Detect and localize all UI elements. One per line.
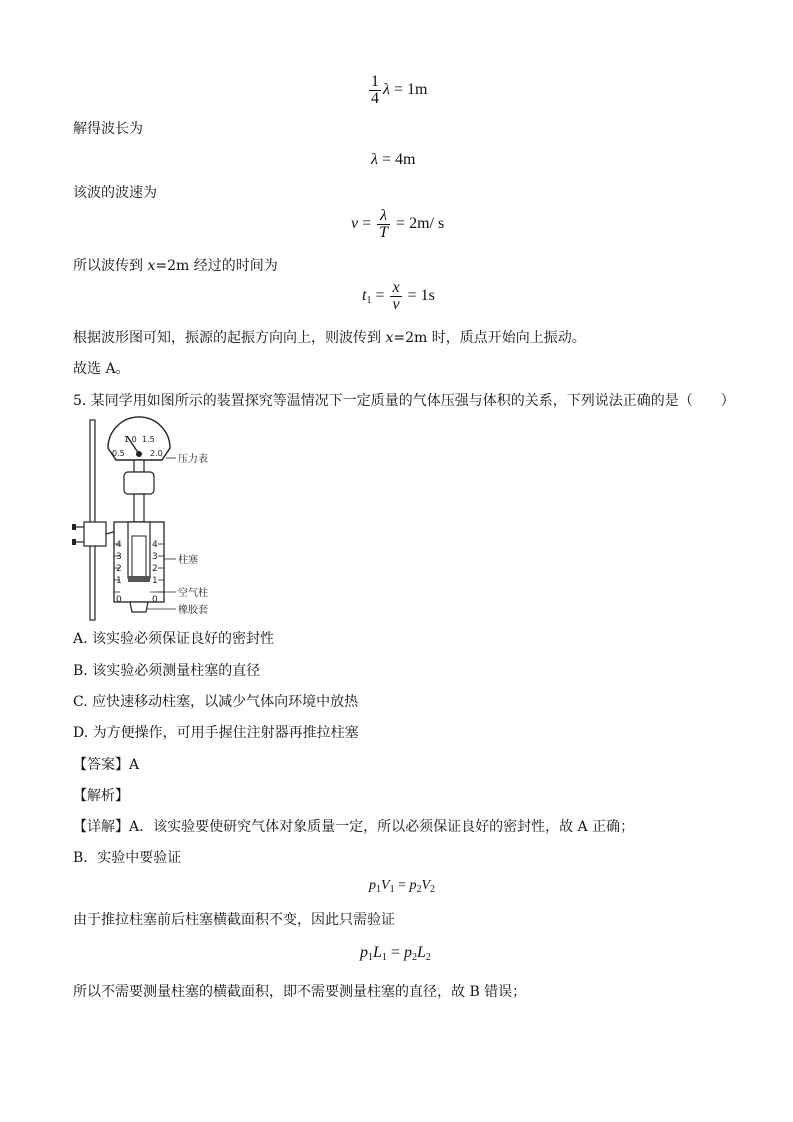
dial-tick: 0.5 [112,449,125,458]
v-symbol: V [421,878,431,893]
fraction [369,74,381,107]
gauge-label: 压力表 [178,454,208,465]
text-time-pre: 所以波传到 [73,258,148,274]
l-symbol: L [373,944,382,961]
fraction-numerator: λ [380,207,388,224]
rubber-cap-label: 橡胶套 [178,605,208,616]
option-d: D. 为方便操作，可用手握住注射器再推拉柱塞 [73,725,359,741]
scale-tick: 0 [152,595,158,605]
option-c: C. 应快速移动柱塞，以减少气体向环境中放热 [73,694,359,710]
text-choose: 故选 A。 [73,361,130,377]
text-speed: 该波的波速为 [73,185,157,201]
option-b: B. 该实验必须测量柱塞的直径 [73,663,261,679]
lambda-symbol: λ [371,151,378,168]
fraction-numerator: x [392,279,400,296]
v-symbol: V [381,878,390,893]
text-conclusion-post: =2m 时，质点开始向上振动。 [393,330,586,346]
equation-rhs: = 1m [389,81,428,99]
scale-tick: 1 [152,576,158,586]
subscript: 1 [368,952,373,963]
text-time [73,256,278,276]
text-final: 所以不需要测量柱塞的横截面积，即不需要测量柱塞的直径，故 B 错误； [73,984,527,1000]
scale-tick: 2 [152,564,158,574]
equals-sign: = [386,944,404,961]
detail-b: B．实验中要验证 [73,850,182,866]
plunger-label: 柱塞 [178,555,198,566]
fraction-numerator: 1 [371,73,379,90]
subscript: 1 [366,295,372,307]
scale-tick: 4 [116,540,122,550]
text-area: 由于推拉柱塞前后柱塞横截面积不变，因此只需验证 [73,912,395,928]
answer: 【答案】A [73,757,140,773]
question-5: 5. 某同学用如图所示的装置探究等温情况下一定质量的气体压强与体积的关系，下列说法正确的是（ ） [73,393,735,409]
text-conclusion-pre: 根据波形图可知，振源的起振方向向上，则波传到 [73,330,386,346]
x-symbol: x [385,330,394,346]
v-symbol: v [351,215,359,233]
subscript: 2 [416,884,422,895]
p-symbol: p [369,878,376,893]
stand-rod [90,420,95,620]
equation-rhs: = 2m/ s [392,215,445,233]
subscript: 2 [425,952,431,963]
fraction [390,280,401,313]
subscript: 1 [381,952,387,963]
equation-wavelength [371,151,415,169]
option-a: A. 该实验必须保证良好的密封性 [73,631,275,647]
plunger [128,576,150,582]
fraction-denominator: T [379,224,389,241]
scale-tick: 4 [152,540,158,550]
analysis-heading: 【解析】 [73,788,129,804]
subscript: 1 [389,884,395,895]
subscript: 2 [430,884,436,895]
equation-rhs: = 1s [403,287,435,305]
dial-tick: 1.0 [124,435,137,444]
equation-rhs: = 4m [377,151,416,168]
air-column-label: 空气柱 [178,588,208,599]
connector-nut [124,472,154,494]
equation-boyle-volume [369,878,435,895]
equals-sign: = [394,878,410,893]
fraction-denominator: v [392,296,400,313]
fraction-denominator: 4 [371,90,379,107]
scale-tick: 3 [116,552,122,562]
rubber-cap [130,602,148,612]
p-symbol: p [409,878,417,893]
equation-boyle-length [360,944,431,963]
subscript: 2 [411,952,417,963]
scale-tick: 2 [116,564,122,574]
equation-time [362,280,435,313]
x-symbol: x [147,258,156,274]
dial-tick: 2.0 [150,449,163,458]
text-time-post: =2m 经过的时间为 [155,258,278,274]
dial-tick: 1.5 [142,435,155,444]
subscript: 1 [376,884,381,895]
scale-tick: 0 [116,595,122,605]
fraction [377,208,390,241]
l-symbol: L [416,944,426,961]
detail-a: 【详解】A．该实验要使研究气体对象质量一定，所以必须保证良好的密封性，故 A 正确； [73,819,635,835]
lambda-symbol: λ [383,81,390,99]
equation-speed [351,208,444,241]
text-wavelength: 解得波长为 [73,121,143,137]
equals-sign: = [371,287,389,305]
t-symbol: t [362,287,367,305]
scale-tick: 1 [116,576,122,586]
scale-tick: 3 [152,552,158,562]
clamp [84,522,106,546]
equation-quarter-wavelength [367,74,427,107]
text-conclusion [73,328,586,348]
apparatus-figure [70,416,250,621]
equals-sign: = [358,215,376,233]
p-symbol: p [360,944,368,961]
p-symbol: p [403,944,412,961]
